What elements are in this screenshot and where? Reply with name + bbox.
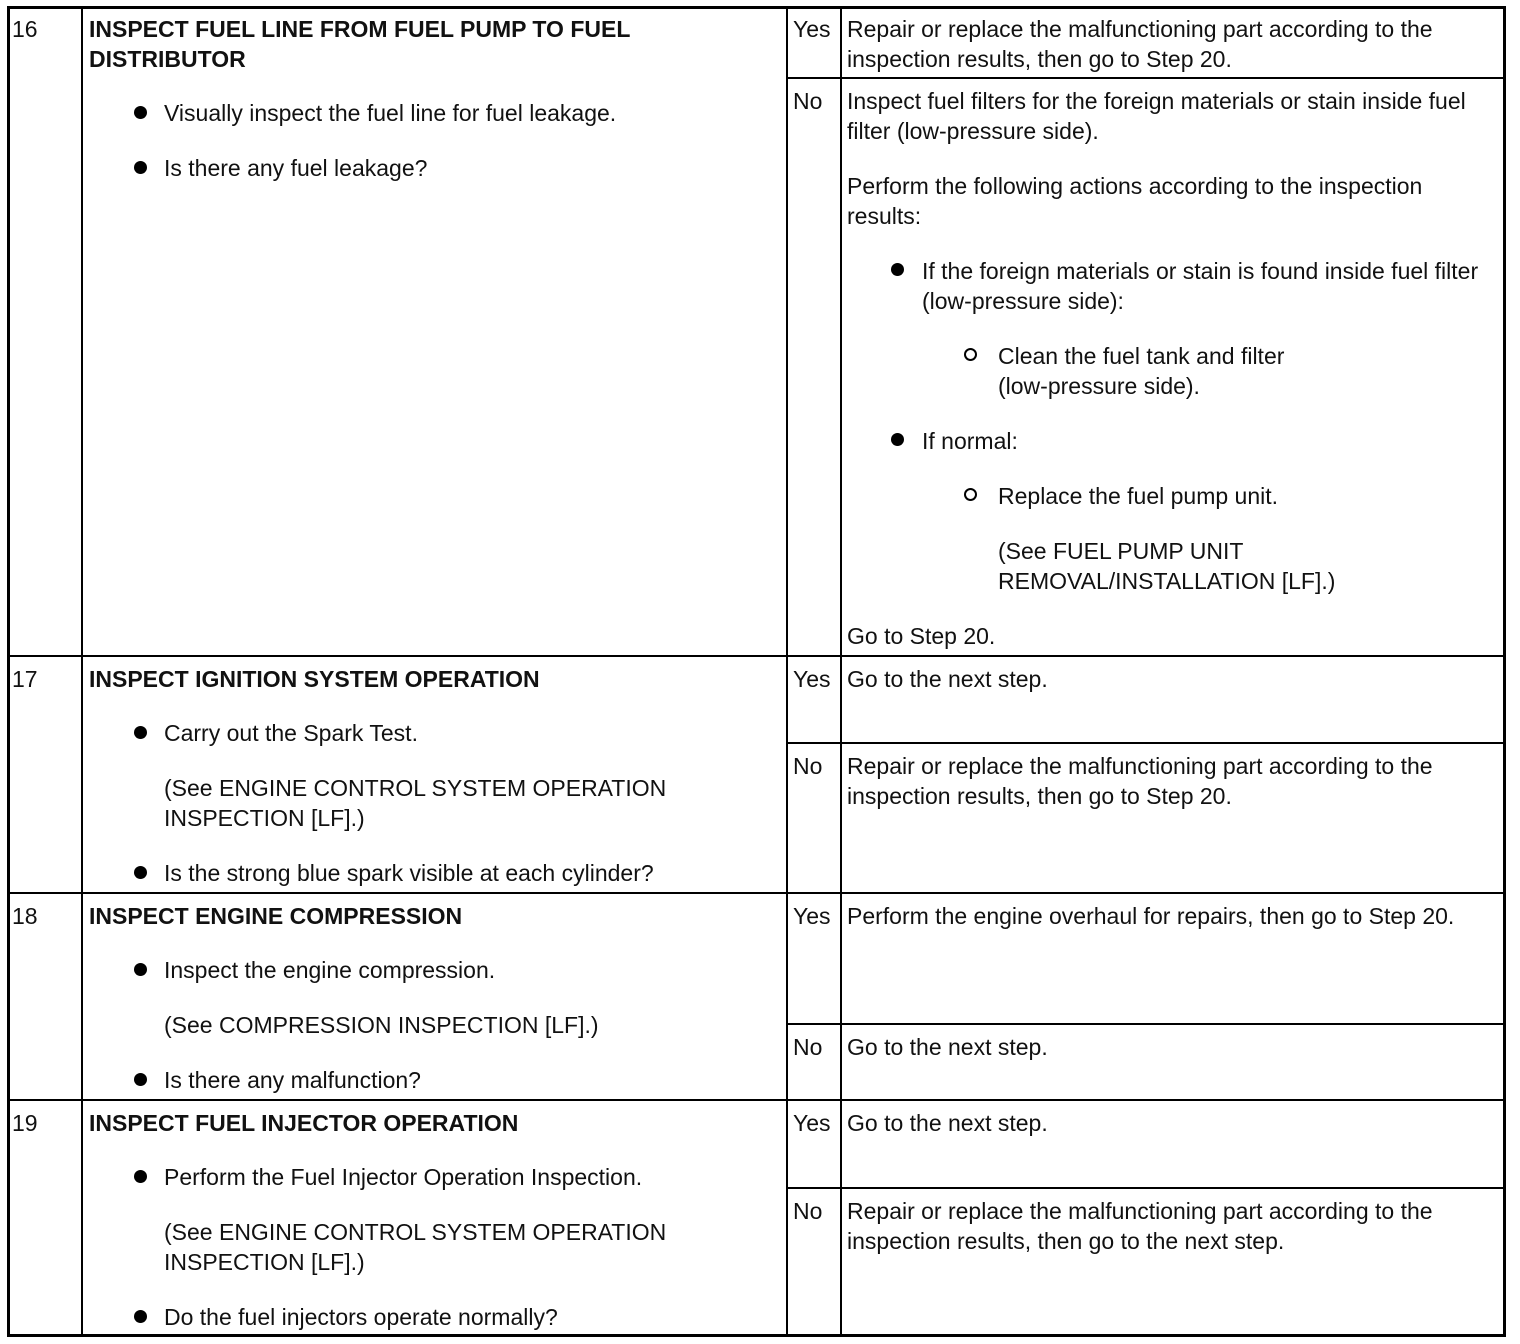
yes-no-divider bbox=[786, 77, 1506, 79]
yes-action: Go to the next step. bbox=[847, 666, 1048, 692]
no-case-action: Clean the fuel tank and filter (low-pressure side). bbox=[998, 343, 1285, 399]
table-border-left bbox=[7, 6, 10, 1337]
yes-label: Yes bbox=[793, 1110, 831, 1136]
bullet-dot bbox=[134, 161, 147, 174]
sub-bullet-circle bbox=[964, 488, 977, 501]
step-bullet: Carry out the Spark Test. bbox=[164, 720, 418, 746]
step-number: 19 bbox=[12, 1110, 38, 1136]
step-bullet: Is there any malfunction? bbox=[164, 1067, 421, 1093]
step-reference: (See ENGINE CONTROL SYSTEM OPERATION INSPECTION [LF].) bbox=[164, 775, 667, 831]
col-divider bbox=[840, 6, 842, 1337]
step-number: 17 bbox=[12, 666, 38, 692]
no-label: No bbox=[793, 753, 823, 779]
step-title: INSPECT FUEL INJECTOR OPERATION bbox=[89, 1110, 519, 1136]
step-reference: (See COMPRESSION INSPECTION [LF].) bbox=[164, 1012, 599, 1038]
row-divider bbox=[7, 1099, 1506, 1101]
bullet-dot bbox=[134, 1170, 147, 1183]
step-bullet: Inspect the engine compression. bbox=[164, 957, 496, 983]
step-number: 16 bbox=[12, 16, 38, 42]
bullet-dot bbox=[134, 106, 147, 119]
no-goto: Go to Step 20. bbox=[847, 623, 996, 649]
yes-no-divider bbox=[786, 742, 1506, 744]
no-action: Go to the next step. bbox=[847, 1034, 1048, 1060]
diagnostic-table bbox=[7, 6, 1506, 1337]
step-bullet: Do the fuel injectors operate normally? bbox=[164, 1304, 558, 1330]
no-label: No bbox=[793, 88, 823, 114]
no-case-action: Replace the fuel pump unit. bbox=[998, 483, 1279, 509]
sub-bullet-circle bbox=[964, 348, 977, 361]
bullet-dot bbox=[134, 726, 147, 739]
bullet-dot bbox=[134, 963, 147, 976]
no-case-reference: (See FUEL PUMP UNIT REMOVAL/INSTALLATION [LF].) bbox=[998, 538, 1336, 594]
step-title: INSPECT IGNITION SYSTEM OPERATION bbox=[89, 666, 540, 692]
bullet-dot bbox=[891, 433, 904, 446]
yes-action: Go to the next step. bbox=[847, 1110, 1048, 1136]
table-border-top bbox=[7, 6, 1506, 9]
yes-no-divider bbox=[786, 1023, 1506, 1025]
table-border-right bbox=[1503, 6, 1506, 1337]
step-title: INSPECT FUEL LINE FROM FUEL PUMP TO FUEL DISTRIBUTOR bbox=[89, 16, 630, 72]
step-number: 18 bbox=[12, 903, 38, 929]
step-bullet: Is there any fuel leakage? bbox=[164, 155, 428, 181]
bullet-dot bbox=[134, 1073, 147, 1086]
yes-no-divider bbox=[786, 1187, 1506, 1189]
no-label: No bbox=[793, 1034, 823, 1060]
table-border-bottom bbox=[7, 1334, 1506, 1337]
no-case: If the foreign materials or stain is found inside fuel filter (low-pressure side): bbox=[922, 258, 1479, 314]
no-action: Repair or replace the malfunctioning part according to the inspection results, then go to Step 20. bbox=[847, 753, 1433, 809]
step-bullet: Visually inspect the fuel line for fuel leakage. bbox=[164, 100, 617, 126]
yes-label: Yes bbox=[793, 666, 831, 692]
step-reference: (See ENGINE CONTROL SYSTEM OPERATION INSPECTION [LF].) bbox=[164, 1219, 667, 1275]
col-divider bbox=[81, 6, 83, 1337]
no-action: Inspect fuel filters for the foreign materials or stain inside fuel filter (low-pressure side). bbox=[847, 88, 1466, 144]
yes-label: Yes bbox=[793, 16, 831, 42]
no-action: Repair or replace the malfunctioning part according to the inspection results, then go to the next step. bbox=[847, 1198, 1433, 1254]
col-divider bbox=[786, 6, 788, 1337]
step-bullet: Perform the Fuel Injector Operation Inspection. bbox=[164, 1164, 643, 1190]
step-title: INSPECT ENGINE COMPRESSION bbox=[89, 903, 463, 929]
no-case: If normal: bbox=[922, 428, 1018, 454]
bullet-dot bbox=[134, 866, 147, 879]
bullet-dot bbox=[891, 263, 904, 276]
row-divider bbox=[7, 655, 1506, 657]
bullet-dot bbox=[134, 1310, 147, 1323]
no-label: No bbox=[793, 1198, 823, 1224]
yes-action: Perform the engine overhaul for repairs, then go to Step 20. bbox=[847, 903, 1455, 929]
yes-label: Yes bbox=[793, 903, 831, 929]
step-bullet: Is the strong blue spark visible at each cylinder? bbox=[164, 860, 654, 886]
yes-action: Repair or replace the malfunctioning part according to the inspection results, then go to Step 20. bbox=[847, 16, 1433, 72]
no-action: Perform the following actions according to the inspection results: bbox=[847, 173, 1423, 229]
row-divider bbox=[7, 892, 1506, 894]
